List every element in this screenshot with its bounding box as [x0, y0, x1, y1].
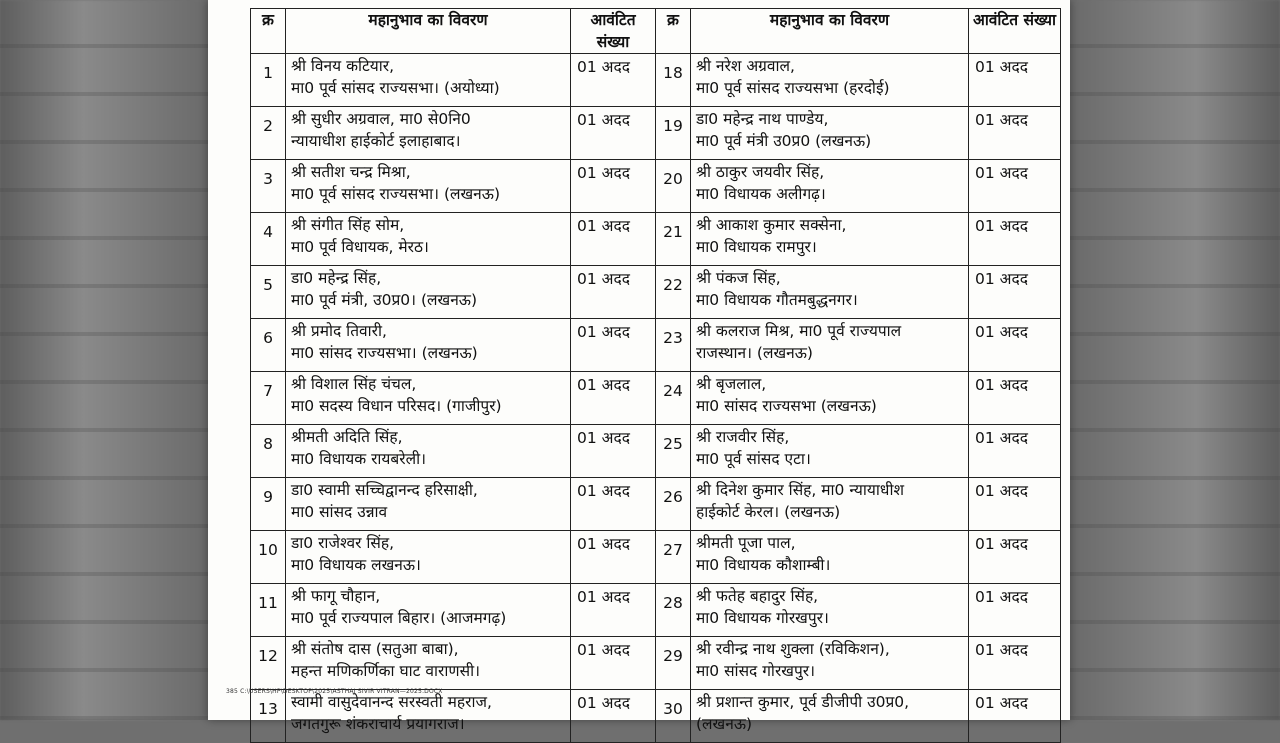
allotted-quantity-right: 01 अदद	[969, 690, 1061, 743]
dignitary-name: श्री फागू चौहान,	[291, 587, 381, 605]
allotted-quantity-left: 01 अदद	[571, 160, 656, 213]
dignitary-name: श्री नरेश अग्रवाल,	[696, 57, 795, 75]
table-row	[251, 637, 1061, 690]
dignitary-designation: मा0 सांसद गोरखपुर।	[696, 662, 815, 680]
allotted-quantity-right: 01 अदद	[969, 372, 1061, 425]
dignitary-designation: मा0 पूर्व विधायक, मेरठ।	[291, 238, 429, 256]
serial-number-right: 19	[656, 107, 691, 160]
dignitary-description-left	[286, 160, 571, 213]
dignitary-designation: (लखनऊ)	[696, 715, 753, 733]
allotted-quantity-left: 01 अदद	[571, 478, 656, 531]
table-header-row	[251, 9, 1061, 54]
dignitary-name: श्री रवीन्द्र नाथ शुक्ला (रविकिशन),	[696, 640, 890, 658]
dignitary-description-right	[691, 531, 969, 584]
serial-number-right: 23	[656, 319, 691, 372]
dignitary-designation: मा0 विधायक रामपुर।	[696, 238, 817, 256]
table-row	[251, 266, 1061, 319]
dignitary-description-right	[691, 213, 969, 266]
dignitary-designation: मा0 सांसद उन्नाव	[291, 503, 388, 521]
table-row	[251, 478, 1061, 531]
dignitary-description-left	[286, 478, 571, 531]
dignitary-designation: जगतगुरू शंकराचार्य प्रयागराज।	[291, 715, 465, 733]
serial-number-left: 9	[251, 478, 286, 531]
serial-number-left: 6	[251, 319, 286, 372]
allotted-quantity-right: 01 अदद	[969, 478, 1061, 531]
dignitary-name: डा0 महेन्द्र सिंह,	[291, 269, 382, 287]
dignitary-name: श्री संतोष दास (सतुआ बाबा),	[291, 640, 459, 658]
dignitary-designation: मा0 पूर्व सांसद राज्यसभा (हरदोई)	[696, 79, 890, 97]
dignitary-name: श्री विशाल सिंह चंचल,	[291, 375, 417, 393]
dignitary-description-right	[691, 425, 969, 478]
serial-number-left: 2	[251, 107, 286, 160]
dignitary-designation: मा0 पूर्व सांसद एटा।	[696, 450, 811, 468]
dignitary-description-left	[286, 584, 571, 637]
serial-number-left: 3	[251, 160, 286, 213]
serial-number-left: 5	[251, 266, 286, 319]
dignitary-name: श्री आकाश कुमार सक्सेना,	[696, 216, 847, 234]
dignitary-name: श्री विनय कटियार,	[291, 57, 395, 75]
dignitary-designation: मा0 पूर्व सांसद राज्यसभा। (लखनऊ)	[291, 185, 501, 203]
allotted-quantity-left: 01 अदद	[571, 372, 656, 425]
allotted-quantity-left: 01 अदद	[571, 425, 656, 478]
dignitary-description-left	[286, 319, 571, 372]
table-row	[251, 690, 1061, 743]
header-serial-right: क्र	[656, 9, 691, 54]
dignitary-designation: मा0 पूर्व सांसद राज्यसभा। (अयोध्या)	[291, 79, 500, 97]
allotted-quantity-right: 01 अदद	[969, 213, 1061, 266]
serial-number-right: 18	[656, 54, 691, 107]
dignitary-description-right	[691, 690, 969, 743]
table-row	[251, 107, 1061, 160]
header-serial-left: क्र	[251, 9, 286, 54]
header-description-right: महानुभाव का विवरण	[691, 9, 969, 54]
dignitary-description-left	[286, 213, 571, 266]
table-row	[251, 531, 1061, 584]
dignitary-description-left	[286, 107, 571, 160]
dignitary-designation: मा0 पूर्व मंत्री, उ0प्र0। (लखनऊ)	[291, 291, 478, 309]
serial-number-left: 4	[251, 213, 286, 266]
dignitary-designation: मा0 पूर्व राज्यपाल बिहार। (आजमगढ़)	[291, 609, 507, 627]
dignitary-description-right	[691, 319, 969, 372]
dignitary-name: श्री संगीत सिंह सोम,	[291, 216, 405, 234]
dignitary-description-right	[691, 584, 969, 637]
dignitary-name: श्री पंकज सिंह,	[696, 269, 781, 287]
dignitary-name: श्री सुधीर अग्रवाल, मा0 से0नि0	[291, 110, 471, 128]
dignitary-designation: मा0 विधायक गौतमबुद्धनगर।	[696, 291, 858, 309]
table-body	[251, 54, 1061, 743]
dignitary-description-right	[691, 54, 969, 107]
serial-number-right: 30	[656, 690, 691, 743]
serial-number-left: 7	[251, 372, 286, 425]
dignitary-name: स्वामी वासुदेवानन्द सरस्वती महराज,	[291, 693, 492, 711]
dignitary-description-left	[286, 425, 571, 478]
table-row	[251, 319, 1061, 372]
dignitary-designation: मा0 विधायक रायबरेली।	[291, 450, 427, 468]
dignitary-description-right	[691, 266, 969, 319]
serial-number-right: 25	[656, 425, 691, 478]
dignitary-name: श्री फतेह बहादुर सिंह,	[696, 587, 819, 605]
dignitary-designation: न्यायाधीश हाईकोर्ट इलाहाबाद।	[291, 132, 461, 150]
header-quantity-left: आवंटित संख्या	[571, 9, 656, 54]
allotted-quantity-left: 01 अदद	[571, 319, 656, 372]
serial-number-right: 20	[656, 160, 691, 213]
allotted-quantity-right: 01 अदद	[969, 425, 1061, 478]
dignitary-description-right	[691, 478, 969, 531]
allotted-quantity-right: 01 अदद	[969, 54, 1061, 107]
dignitary-description-left	[286, 372, 571, 425]
dignitary-name: श्री कलराज मिश्र, मा0 पूर्व राज्यपाल	[696, 322, 902, 340]
dignitary-name: श्री सतीश चन्द्र मिश्रा,	[291, 163, 411, 181]
dignitary-description-right	[691, 372, 969, 425]
table-row	[251, 584, 1061, 637]
allotted-quantity-right: 01 अदद	[969, 319, 1061, 372]
table-row	[251, 160, 1061, 213]
table-row	[251, 213, 1061, 266]
document-page	[208, 0, 1070, 733]
serial-number-left: 8	[251, 425, 286, 478]
dignitary-name: श्री बृजलाल,	[696, 375, 767, 393]
dignitary-designation: मा0 पूर्व मंत्री उ0प्र0 (लखनऊ)	[696, 132, 872, 150]
dignitary-name: श्रीमती अदिति सिंह,	[291, 428, 403, 446]
dignitary-designation: हाईकोर्ट केरल। (लखनऊ)	[696, 503, 841, 521]
allotted-quantity-left: 01 अदद	[571, 690, 656, 743]
allotted-quantity-right: 01 अदद	[969, 637, 1061, 690]
allotted-quantity-left: 01 अदद	[571, 637, 656, 690]
dignitary-name: श्री राजवीर सिंह,	[696, 428, 790, 446]
dignitary-description-left	[286, 266, 571, 319]
dignitary-description-left	[286, 637, 571, 690]
dignitary-designation: महन्त मणिकर्णिका घाट वाराणसी।	[291, 662, 480, 680]
allotted-quantity-left: 01 अदद	[571, 266, 656, 319]
serial-number-left: 13	[251, 690, 286, 743]
dignitary-name: श्री दिनेश कुमार सिंह, मा0 न्यायाधीश	[696, 481, 905, 499]
allocation-table	[250, 8, 1061, 743]
dignitary-designation: मा0 विधायक कौशाम्बी।	[696, 556, 831, 574]
dignitary-designation: राजस्थान। (लखनऊ)	[696, 344, 813, 362]
dignitary-name: डा0 राजेश्वर सिंह,	[291, 534, 395, 552]
serial-number-left: 12	[251, 637, 286, 690]
dignitary-description-right	[691, 160, 969, 213]
dignitary-description-right	[691, 637, 969, 690]
table-row	[251, 54, 1061, 107]
dignitary-description-left	[286, 54, 571, 107]
dignitary-name: श्री प्रमोद तिवारी,	[291, 322, 387, 340]
serial-number-left: 1	[251, 54, 286, 107]
header-quantity-right: आवंटित संख्या	[969, 9, 1061, 54]
serial-number-right: 22	[656, 266, 691, 319]
dignitary-description-right	[691, 107, 969, 160]
dignitary-designation: मा0 सदस्य विधान परिसद। (गाजीपुर)	[291, 397, 502, 415]
dignitary-designation: मा0 विधायक अलीगढ़।	[696, 185, 826, 203]
dignitary-name: डा0 स्वामी सच्चिद्वानन्द हरिसाक्षी,	[291, 481, 478, 499]
allotted-quantity-left: 01 अदद	[571, 107, 656, 160]
allotted-quantity-right: 01 अदद	[969, 107, 1061, 160]
allotted-quantity-left: 01 अदद	[571, 531, 656, 584]
dignitary-designation: मा0 सांसद राज्यसभा। (लखनऊ)	[291, 344, 478, 362]
allotted-quantity-left: 01 अदद	[571, 54, 656, 107]
table-row	[251, 425, 1061, 478]
header-description-left: महानुभाव का विवरण	[286, 9, 571, 54]
allotted-quantity-right: 01 अदद	[969, 266, 1061, 319]
allotted-quantity-right: 01 अदद	[969, 160, 1061, 213]
serial-number-right: 29	[656, 637, 691, 690]
file-path-footer: 385 C:\USERS\HP\DESKTOP\2025\ASTHAI SIVIR VITRAN—2025.DOCX	[226, 688, 443, 695]
dignitary-designation: मा0 विधायक लखनऊ।	[291, 556, 421, 574]
serial-number-right: 27	[656, 531, 691, 584]
dignitary-name: श्रीमती पूजा पाल,	[696, 534, 796, 552]
serial-number-right: 26	[656, 478, 691, 531]
serial-number-right: 24	[656, 372, 691, 425]
dignitary-name: श्री ठाकुर जयवीर सिंह,	[696, 163, 825, 181]
allotted-quantity-left: 01 अदद	[571, 584, 656, 637]
dignitary-description-left	[286, 531, 571, 584]
serial-number-right: 21	[656, 213, 691, 266]
dignitary-description-left	[286, 690, 571, 743]
dignitary-name: डा0 महेन्द्र नाथ पाण्डेय,	[696, 110, 829, 128]
serial-number-left: 10	[251, 531, 286, 584]
allotted-quantity-right: 01 अदद	[969, 584, 1061, 637]
dignitary-designation: मा0 विधायक गोरखपुर।	[696, 609, 829, 627]
table-row	[251, 372, 1061, 425]
serial-number-left: 11	[251, 584, 286, 637]
dignitary-designation: मा0 सांसद राज्यसभा (लखनऊ)	[696, 397, 877, 415]
allotted-quantity-left: 01 अदद	[571, 213, 656, 266]
allotted-quantity-right: 01 अदद	[969, 531, 1061, 584]
serial-number-right: 28	[656, 584, 691, 637]
dignitary-name: श्री प्रशान्त कुमार, पूर्व डीजीपी उ0प्र0,	[696, 693, 910, 711]
